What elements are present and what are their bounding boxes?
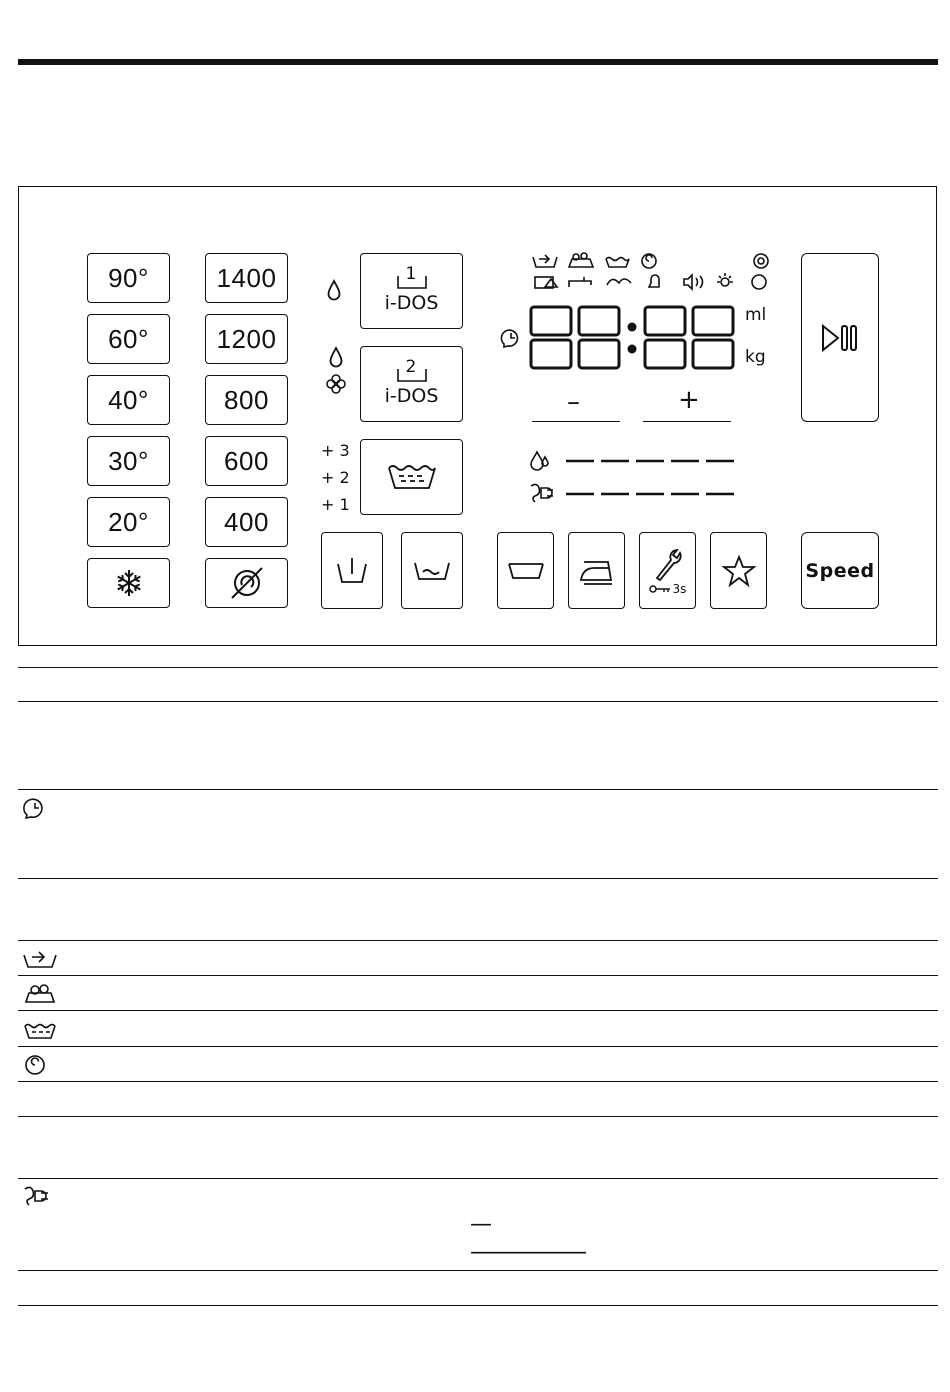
spin-label: 1400 <box>216 262 277 293</box>
prewash-indicator-icon <box>22 947 54 973</box>
plus-button[interactable]: + <box>678 385 700 415</box>
basin-wave-icon <box>413 560 451 582</box>
temp-button-90[interactable] <box>87 253 170 303</box>
speed-button[interactable] <box>801 532 879 609</box>
temp-label: 20° <box>108 506 149 537</box>
easy-iron-button[interactable] <box>568 532 625 609</box>
idos2-label: i-DOS <box>384 385 439 407</box>
spin-button-600[interactable] <box>205 436 288 486</box>
energy-consumption-icon <box>529 482 555 504</box>
energy-level-bar <box>566 492 736 496</box>
table-rule <box>18 701 938 702</box>
snowflake-icon <box>114 568 144 598</box>
drop-icon <box>327 279 341 301</box>
temp-button-30[interactable] <box>87 436 170 486</box>
lightly-soiled-button[interactable] <box>401 532 463 609</box>
iron-icon <box>578 556 616 586</box>
basin-icon <box>507 561 545 581</box>
start-pause-button[interactable] <box>801 253 879 422</box>
favourite-button[interactable] <box>710 532 767 609</box>
idos2-number: 2 <box>405 357 417 377</box>
energy-dash-long: —————— <box>470 1240 584 1265</box>
unit-ml: ml <box>745 305 767 325</box>
cold-button[interactable] <box>87 558 170 608</box>
section-rule <box>18 59 938 65</box>
no-spin-button[interactable] <box>205 558 288 608</box>
rinse-plus-button[interactable] <box>360 439 463 515</box>
temp-button-40[interactable] <box>87 375 170 425</box>
table-rule <box>18 975 938 976</box>
rinse-level-3: + 3 <box>321 441 350 460</box>
time-display <box>527 303 747 373</box>
table-rule <box>18 1270 938 1271</box>
key-icon <box>649 584 671 594</box>
spin-button-1200[interactable] <box>205 314 288 364</box>
rinse-level-2: + 2 <box>321 468 350 487</box>
digit-3 <box>645 307 685 368</box>
drop-icon <box>329 346 343 368</box>
temp-label: 60° <box>108 323 149 354</box>
minus-underline <box>532 421 620 422</box>
star-icon <box>722 555 756 587</box>
no-spin-icon <box>227 565 267 601</box>
table-rule <box>18 1046 938 1047</box>
container-2-icon <box>395 357 429 385</box>
tools-button[interactable] <box>639 532 696 609</box>
child-lock-hint <box>649 582 687 596</box>
table-rule <box>18 1081 938 1082</box>
table-rule <box>18 878 938 879</box>
water-consumption-icon <box>529 449 551 473</box>
play-pause-icon <box>820 323 860 353</box>
prewash-icon <box>335 556 369 586</box>
control-panel <box>18 186 937 646</box>
spin-label: 800 <box>224 384 269 415</box>
lock-hold-label: 3s <box>672 581 687 596</box>
flower-icon <box>325 373 347 395</box>
unit-kg: kg <box>745 347 766 367</box>
spin-button-800[interactable] <box>205 375 288 425</box>
clock-icon <box>500 327 522 349</box>
soaking-icon <box>22 981 54 1007</box>
idos2-button[interactable] <box>360 346 463 422</box>
energy-dash-short: — <box>470 1212 491 1237</box>
table-rule <box>18 1010 938 1011</box>
display-status-icons <box>529 249 779 299</box>
wrench-icon <box>653 546 683 582</box>
temp-label: 40° <box>108 384 149 415</box>
idos1-number: 1 <box>405 264 417 284</box>
minus-button[interactable]: – <box>567 387 580 417</box>
spin-label: 400 <box>224 506 269 537</box>
digit-4 <box>693 307 733 368</box>
spin-button-1400[interactable] <box>205 253 288 303</box>
energy-consumption-icon <box>22 1184 54 1210</box>
spin-icon <box>22 1052 54 1078</box>
spin-label: 600 <box>224 445 269 476</box>
prewash-button[interactable] <box>321 532 383 609</box>
plus-underline <box>643 421 731 422</box>
basin-water-icon <box>387 462 437 492</box>
rinse-icon <box>22 1017 54 1043</box>
table-rule <box>18 667 938 668</box>
table-rule <box>18 1178 938 1179</box>
table-rule <box>18 789 938 790</box>
temp-label: 90° <box>108 262 149 293</box>
temp-button-60[interactable] <box>87 314 170 364</box>
basin-button[interactable] <box>497 532 554 609</box>
clock-icon <box>22 795 54 821</box>
table-rule <box>18 1116 938 1117</box>
spin-label: 1200 <box>216 323 277 354</box>
speed-label: Speed <box>805 559 875 582</box>
spin-button-400[interactable] <box>205 497 288 547</box>
rinse-level-1: + 1 <box>321 495 350 514</box>
container-1-icon <box>395 264 429 292</box>
idos1-button[interactable] <box>360 253 463 329</box>
water-level-bar <box>566 459 736 463</box>
idos1-label: i-DOS <box>384 292 439 314</box>
digit-1 <box>531 307 571 368</box>
temp-label: 30° <box>108 445 149 476</box>
table-rule <box>18 1305 938 1306</box>
table-rule <box>18 940 938 941</box>
temp-button-20[interactable] <box>87 497 170 547</box>
digit-2 <box>579 307 619 368</box>
